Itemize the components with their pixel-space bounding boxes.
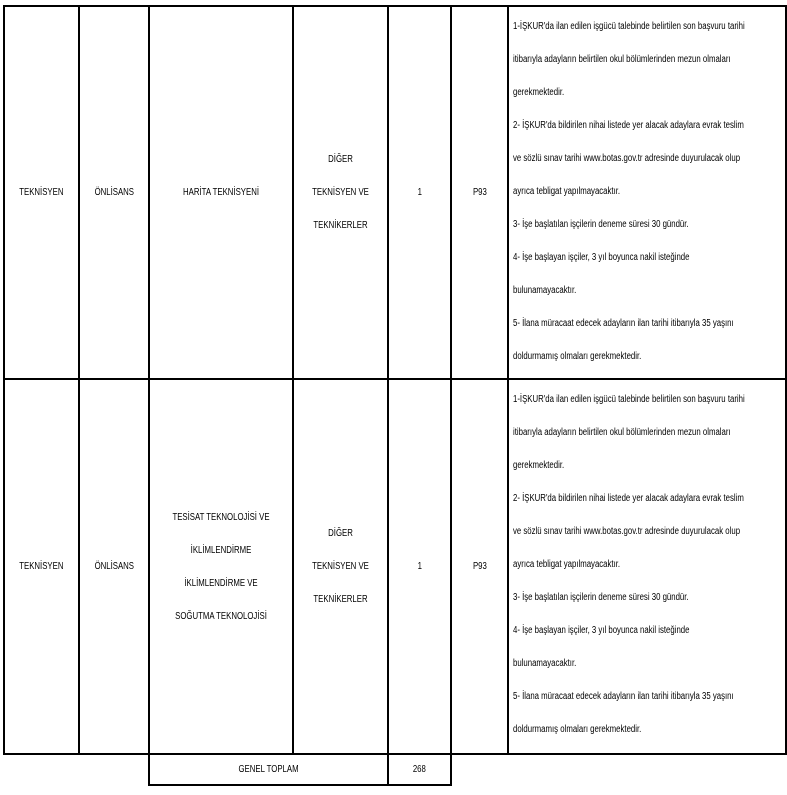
text-line: İKLİMLENDİRME <box>190 544 252 556</box>
code-cell <box>451 6 508 379</box>
notes-cell <box>508 6 786 379</box>
text-line: 1-İŞKUR'da ilan edilen işgücü talebinde belirtilen son başvuru tarihi <box>513 394 745 405</box>
job-announcement-table <box>3 5 787 786</box>
footer-empty-cell <box>508 754 786 785</box>
text-line: gerekmektedir. <box>513 87 565 98</box>
education-cell <box>79 379 149 754</box>
text-line: TEKNİSYEN VE <box>312 187 369 198</box>
position-label: TEKNİSYEN <box>19 187 64 198</box>
text-line: 4- İşe başlayan işçiler, 3 yıl boyunca nakil isteğinde <box>513 625 690 636</box>
department-cell <box>149 6 293 379</box>
text-line: 2- İŞKUR'da bildirilen nihai listede yer alacak adaylara evrak teslim <box>513 120 744 131</box>
education-label: ÖNLİSANS <box>94 187 134 198</box>
text-line: 3- İşe başlatılan işçilerin deneme süresi 30 gündür. <box>513 219 689 230</box>
text-line: ayrıca tebligat yapılmayacaktır. <box>513 559 621 570</box>
text-line: TEKNİKERLER <box>313 594 368 605</box>
position-cell <box>4 6 79 379</box>
education-label: ÖNLİSANS <box>94 561 134 572</box>
text-line: İKLİMLENDİRME VE <box>184 577 258 589</box>
position-label: TEKNİSYEN <box>19 561 64 572</box>
text-line: gerekmektedir. <box>513 460 565 471</box>
footer-empty-cell <box>4 754 79 785</box>
text-line: 1-İŞKUR'da ilan edilen işgücü talebinde belirtilen son başvuru tarihi <box>513 21 745 32</box>
text-line: 5- İlana müracaat edecek adayların ilan tarihi itibarıyla 35 yaşını <box>513 691 734 702</box>
code-cell <box>451 379 508 754</box>
text-line: DİĞER <box>328 154 353 165</box>
text-line: ve sözlü sınav tarihi www.botas.gov.tr adresinde duyurulacak olup <box>513 526 741 537</box>
grand-total-value-cell <box>388 754 451 785</box>
text-line: 2- İŞKUR'da bildirilen nihai listede yer alacak adaylara evrak teslim <box>513 493 744 504</box>
count-cell <box>388 6 451 379</box>
text-line: TESİSAT TEKNOLOJİSİ VE <box>172 511 270 523</box>
grand-total-label: GENEL TOPLAM <box>238 764 299 775</box>
category-cell <box>293 379 388 754</box>
education-cell <box>79 6 149 379</box>
position-cell <box>4 379 79 754</box>
department-cell <box>149 379 293 754</box>
text-line: ayrıca tebligat yapılmayacaktır. <box>513 186 621 197</box>
grand-total-value: 268 <box>412 764 427 775</box>
text-line: bulunamayacaktır. <box>513 658 577 669</box>
text-line: TEKNİSYEN VE <box>312 561 369 572</box>
code-value: P93 <box>472 187 487 198</box>
text-line: SOĞUTMA TEKNOLOJİSİ <box>175 610 267 622</box>
text-line: HARİTA TEKNİSYENİ <box>182 187 260 198</box>
footer-empty-cell <box>451 754 508 785</box>
grand-total-label-cell <box>149 754 388 785</box>
text-line: 3- İşe başlatılan işçilerin deneme süresi 30 gündür. <box>513 592 689 603</box>
table-row <box>4 6 786 379</box>
notes-cell <box>508 379 786 754</box>
footer-row <box>4 754 786 785</box>
footer-empty-cell <box>79 754 149 785</box>
count-cell <box>388 379 451 754</box>
text-line: bulunamayacaktır. <box>513 285 577 296</box>
text-line: doldurmamış olmaları gerekmektedir. <box>513 724 642 735</box>
text-line: DİĞER <box>328 528 353 539</box>
text-line: 4- İşe başlayan işçiler, 3 yıl boyunca nakil isteğinde <box>513 252 690 263</box>
table-row <box>4 379 786 754</box>
text-line: ve sözlü sınav tarihi www.botas.gov.tr adresinde duyurulacak olup <box>513 153 741 164</box>
code-value: P93 <box>472 561 487 572</box>
category-cell <box>293 6 388 379</box>
text-line: itibarıyla adayların belirtilen okul bölümlerinden mezun olmaları <box>513 54 731 65</box>
text-line: TEKNİKERLER <box>313 220 368 231</box>
text-line: doldurmamış olmaları gerekmektedir. <box>513 351 642 362</box>
count-value: 1 <box>417 561 422 572</box>
count-value: 1 <box>417 187 422 198</box>
text-line: itibarıyla adayların belirtilen okul bölümlerinden mezun olmaları <box>513 427 731 438</box>
text-line: 5- İlana müracaat edecek adayların ilan tarihi itibarıyla 35 yaşını <box>513 318 734 329</box>
